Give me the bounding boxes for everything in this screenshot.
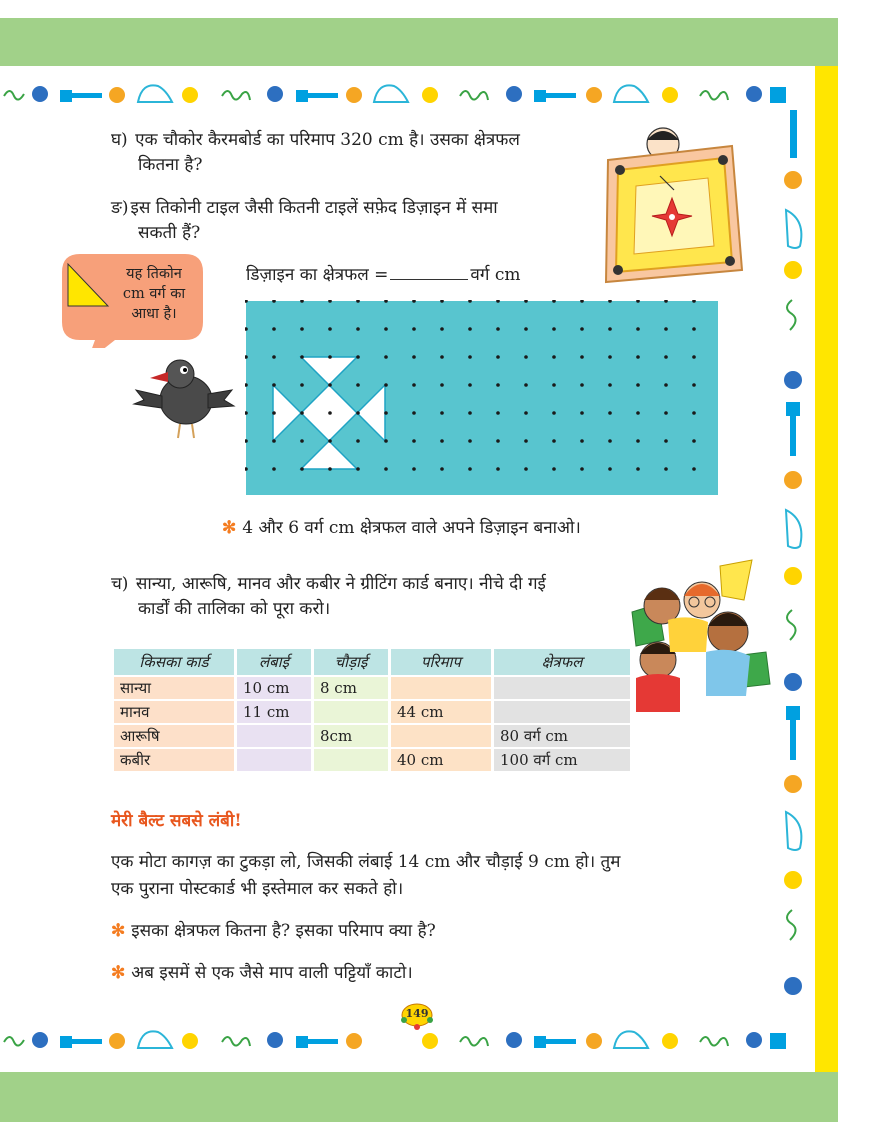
- cell-area[interactable]: [494, 677, 630, 699]
- grid-dot: [440, 327, 444, 331]
- grid-dot: [580, 327, 584, 331]
- grid-dot: [552, 383, 556, 387]
- question-ng: [111, 196, 611, 246]
- cell-area[interactable]: [494, 701, 630, 723]
- grid-dot: [356, 383, 360, 387]
- grid-dot: [440, 383, 444, 387]
- formula-suffix: वर्ग cm: [470, 265, 521, 285]
- paragraph-line2: एक पुराना पोस्टकार्ड भी इस्तेमाल कर सकते हो।: [111, 879, 404, 899]
- header-width: चौड़ाई: [314, 649, 388, 675]
- grid-dot: [412, 439, 416, 443]
- grid-dot: [356, 355, 360, 359]
- table-row: [114, 725, 630, 747]
- grid-dot: [692, 439, 696, 443]
- bubble-line3: आधा है।: [131, 306, 177, 322]
- question-ch-line1: सान्या, आरूषि, मानव और कबीर ने ग्रीटिंग कार्ड बनाए। नीचे दी गई: [135, 574, 546, 594]
- grid-dot: [328, 383, 332, 387]
- question-ch-line2: कार्डों की तालिका को पूरा करो।: [138, 599, 331, 619]
- grid-dot: [300, 383, 304, 387]
- cell-name: सान्या: [114, 677, 234, 699]
- grid-dot: [272, 439, 276, 443]
- header-perimeter: परिमाप: [391, 649, 491, 675]
- grid-dot: [272, 355, 276, 359]
- grid-dot: [356, 411, 360, 415]
- grid-dot: [664, 439, 668, 443]
- grid-dot: [384, 355, 388, 359]
- grid-dot: [608, 467, 612, 471]
- grid-dot: [636, 411, 640, 415]
- grid-dot: [580, 411, 584, 415]
- grid-dot: [608, 383, 612, 387]
- grid-dot: [552, 327, 556, 331]
- grid-dot: [664, 355, 668, 359]
- cell-length[interactable]: [237, 749, 311, 771]
- grid-dot: [524, 355, 528, 359]
- grid-dot: [300, 411, 304, 415]
- cell-perimeter[interactable]: [391, 677, 491, 699]
- grid-dot: [608, 411, 612, 415]
- cell-length[interactable]: [237, 725, 311, 747]
- grid-dot: [692, 411, 696, 415]
- grid-dot: [552, 355, 556, 359]
- cell-width: 8 cm: [314, 677, 388, 699]
- grid-dot: [412, 383, 416, 387]
- grid-dot: [636, 355, 640, 359]
- grid-dot: [664, 327, 668, 331]
- cell-perimeter[interactable]: [391, 725, 491, 747]
- grid-dot: [664, 383, 668, 387]
- grid-dot: [580, 467, 584, 471]
- grid-dot: [384, 439, 388, 443]
- grid-dot: [580, 439, 584, 443]
- table-header-row: [114, 649, 630, 675]
- grid-dot: [272, 467, 276, 471]
- question-ng-line2: सकती हैं?: [138, 223, 201, 243]
- formula-prefix: डिज़ाइन का क्षेत्रफल =: [246, 265, 389, 285]
- grid-dot: [412, 411, 416, 415]
- grid-dot: [580, 383, 584, 387]
- grid-dot: [328, 355, 332, 359]
- cell-name: आरूषि: [114, 725, 234, 747]
- grid-dot: [384, 467, 388, 471]
- cell-length: 11 cm: [237, 701, 311, 723]
- question-ng-line1: इस तिकोनी टाइल जैसी कितनी टाइलें सफ़ेद डिज़ाइन में समा: [130, 198, 498, 218]
- grid-dot: [328, 439, 332, 443]
- grid-dot: [692, 383, 696, 387]
- grid-dot: [496, 411, 500, 415]
- cell-name: कबीर: [114, 749, 234, 771]
- dot-grid-design: [245, 300, 719, 496]
- grid-dot: [524, 383, 528, 387]
- table-row: [114, 677, 630, 699]
- right-yellow-bar: [815, 66, 838, 1072]
- cell-width[interactable]: [314, 701, 388, 723]
- design-note-text: 4 और 6 वर्ग cm क्षेत्रफल वाले अपने डिज़ाइन बनाओ।: [242, 518, 581, 538]
- grid-dot: [608, 327, 612, 331]
- carrom-board-illustration: [596, 120, 746, 300]
- grid-dot: [496, 439, 500, 443]
- grid-dot: [524, 411, 528, 415]
- grid-dot: [524, 327, 528, 331]
- speech-bubble-text: [108, 264, 200, 324]
- grid-dot: [384, 383, 388, 387]
- page-number-badge: [400, 1000, 434, 1030]
- right-decorative-border: [778, 110, 812, 1010]
- grid-dot: [636, 467, 640, 471]
- grid-dot: [440, 355, 444, 359]
- question-gh-line1: एक चौकोर कैरमबोर्ड का परिमाप 320 cm है। उसका क्षेत्रफल: [135, 130, 520, 150]
- grid-dot: [636, 327, 640, 331]
- grid-dot: [272, 383, 276, 387]
- grid-dot: [636, 439, 640, 443]
- grid-dot: [300, 439, 304, 443]
- grid-dot: [440, 467, 444, 471]
- grid-dot: [552, 467, 556, 471]
- header-card-owner: किसका कार्ड: [114, 649, 234, 675]
- asterisk-bullet-icon: ✻: [222, 518, 237, 538]
- cell-length: 10 cm: [237, 677, 311, 699]
- grid-dot: [412, 467, 416, 471]
- question-gh-label: घ): [111, 130, 128, 150]
- grid-dot: [440, 411, 444, 415]
- grid-dot: [524, 439, 528, 443]
- grid-dot: [412, 327, 416, 331]
- bullet-item: [111, 918, 436, 945]
- design-note: [222, 515, 581, 542]
- grid-dot: [300, 327, 304, 331]
- bubble-line1: यह तिकोन: [126, 266, 182, 282]
- grid-dot: [496, 355, 500, 359]
- grid-dot: [272, 327, 276, 331]
- asterisk-bullet-icon: ✻: [111, 921, 126, 941]
- grid-dot: [524, 467, 528, 471]
- question-ch: [111, 572, 641, 622]
- grid-dot: [552, 411, 556, 415]
- table-row: [114, 701, 630, 723]
- grid-dot: [356, 467, 360, 471]
- grid-dot: [664, 467, 668, 471]
- grid-dot: [356, 439, 360, 443]
- grid-dot: [468, 467, 472, 471]
- question-ng-label: ङ): [111, 198, 129, 218]
- grid-dot: [468, 439, 472, 443]
- header-length: लंबाई: [237, 649, 311, 675]
- section-paragraph: [111, 849, 751, 903]
- grid-dot: [664, 411, 668, 415]
- grid-dot: [580, 355, 584, 359]
- question-gh-line2: कितना है?: [138, 155, 203, 175]
- bottom-green-band: [0, 1072, 838, 1122]
- paragraph-line1: एक मोटा कागज़ का टुकड़ा लो, जिसकी लंबाई 14 cm और चौड़ाई 9 cm हो। तुम: [111, 852, 621, 872]
- cell-name: मानव: [114, 701, 234, 723]
- top-decorative-border: [0, 78, 800, 112]
- grid-dot: [328, 467, 332, 471]
- bubble-line2: cm वर्ग का: [122, 286, 186, 302]
- question-gh: [111, 128, 611, 178]
- grid-dot: [496, 327, 500, 331]
- grid-dot: [468, 327, 472, 331]
- grid-dot: [692, 355, 696, 359]
- cell-area: 80 वर्ग cm: [494, 725, 630, 747]
- grid-dot: [636, 383, 640, 387]
- cell-perimeter: 40 cm: [391, 749, 491, 771]
- cell-width: 8cm: [314, 725, 388, 747]
- table-row: [114, 749, 630, 771]
- grid-dot: [496, 467, 500, 471]
- section-heading: मेरी बैल्ट सबसे लंबी!: [111, 811, 242, 831]
- grid-dot: [608, 439, 612, 443]
- grid-dot: [468, 411, 472, 415]
- bullet-text: इसका क्षेत्रफल कितना है? इसका परिमाप क्या है?: [131, 921, 436, 941]
- grid-dot: [552, 439, 556, 443]
- question-ch-label: च): [111, 574, 129, 594]
- greeting-cards-table: [111, 647, 633, 773]
- header-area: क्षेत्रफल: [494, 649, 630, 675]
- grid-dot: [608, 355, 612, 359]
- design-area-formula: [246, 262, 521, 285]
- grid-dot: [384, 327, 388, 331]
- children-illustration: [624, 556, 774, 712]
- formula-blank[interactable]: [390, 265, 468, 280]
- asterisk-bullet-icon: ✻: [111, 963, 126, 983]
- grid-dot: [440, 439, 444, 443]
- page-number: 149: [405, 1007, 429, 1020]
- cell-perimeter: 44 cm: [391, 701, 491, 723]
- grid-dot: [300, 355, 304, 359]
- grid-dot: [356, 327, 360, 331]
- grid-dot: [468, 355, 472, 359]
- grid-dot: [692, 327, 696, 331]
- grid-dot: [496, 383, 500, 387]
- cell-area: 100 वर्ग cm: [494, 749, 630, 771]
- bullet-item: [111, 960, 413, 987]
- crow-illustration: [128, 350, 238, 442]
- bullet-text: अब इसमें से एक जैसे माप वाली पट्टियाँ काटो।: [131, 963, 413, 983]
- top-green-band: [0, 18, 838, 66]
- grid-dot: [300, 467, 304, 471]
- grid-dot: [468, 383, 472, 387]
- cell-width[interactable]: [314, 749, 388, 771]
- grid-dot: [272, 411, 276, 415]
- grid-dot: [384, 411, 388, 415]
- grid-dot: [328, 411, 332, 415]
- grid-dot: [692, 467, 696, 471]
- grid-dot: [412, 355, 416, 359]
- grid-dot: [328, 327, 332, 331]
